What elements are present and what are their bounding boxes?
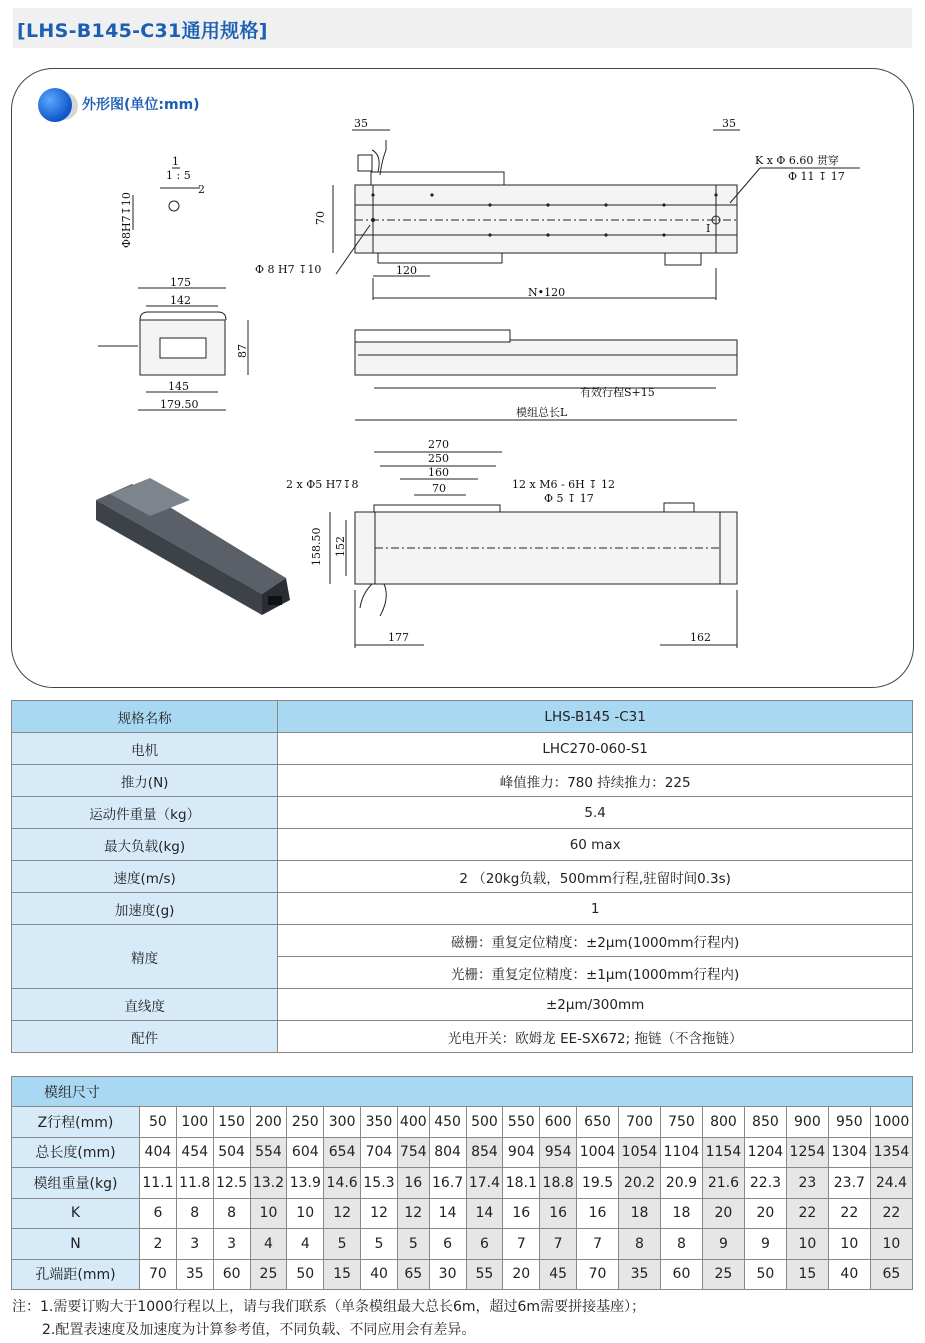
dimension-cell: 9 (702, 1229, 744, 1260)
dimension-cell: 10 (870, 1229, 912, 1260)
spec-row-precision (12, 925, 913, 957)
spec-key: 电机 (12, 733, 278, 765)
dimension-cell: 18 (619, 1198, 661, 1229)
dimension-cell: 454 (176, 1137, 213, 1168)
plan-view-cable (360, 584, 386, 616)
dimension-cell: 600 (540, 1107, 577, 1138)
dimension-row-label: N (12, 1229, 140, 1260)
spec-header-row (12, 701, 913, 733)
dimension-cell: 3 (213, 1229, 250, 1260)
spec-value-precision-optical: 光栅：重复定位精度：±1μm(1000mm行程内) (278, 957, 913, 989)
dimension-cell: 15 (324, 1259, 361, 1290)
dimension-cell: 70 (140, 1259, 177, 1290)
dimension-cell: 3 (176, 1229, 213, 1260)
spec-row (12, 829, 913, 861)
spec-key: 配件 (12, 1021, 278, 1053)
dimension-cell: 23.7 (828, 1168, 870, 1199)
dimension-cell: 2 (140, 1229, 177, 1260)
side-view-body (355, 340, 737, 375)
dimension-cell: 8 (660, 1229, 702, 1260)
dimension-cell: 1004 (577, 1137, 619, 1168)
dimension-row (12, 1107, 913, 1138)
dimension-cell: 7 (503, 1229, 540, 1260)
spec-value: ±2μm/300mm (278, 989, 913, 1021)
spec-row (12, 861, 913, 893)
dimension-cell: 22 (786, 1198, 828, 1229)
dimension-cell: 1304 (828, 1137, 870, 1168)
dim-158-50: 158.50 (310, 527, 323, 566)
dimension-cell: 21.6 (702, 1168, 744, 1199)
dimension-cell: 60 (660, 1259, 702, 1290)
dimension-cell: 954 (540, 1137, 577, 1168)
dimension-cell: 16 (540, 1198, 577, 1229)
drawing-heading-text: 外形图(单位:mm) (82, 97, 200, 113)
dimension-row-label: 孔端距(mm) (12, 1259, 140, 1290)
dimension-cell: 11.1 (140, 1168, 177, 1199)
dimension-cell: 16 (503, 1198, 540, 1229)
dimension-cell: 8 (619, 1229, 661, 1260)
dimension-cell: 100 (176, 1107, 213, 1138)
dim-k-counterbore: Φ 11 ↧ 17 (788, 170, 845, 183)
top-view-carriage (371, 172, 504, 185)
top-view-body (355, 185, 737, 253)
dimension-cell: 250 (287, 1107, 324, 1138)
page-title: [LHS-B145-C31通用规格] (17, 20, 268, 42)
dimension-cell: 18 (660, 1198, 702, 1229)
dimension-cell: 10 (828, 1229, 870, 1260)
dim-8h7-side: Φ8H7↧10 (120, 192, 133, 248)
dimension-cell: 750 (660, 1107, 702, 1138)
dim-250: 250 (428, 452, 449, 465)
dimension-cell: 22.3 (744, 1168, 786, 1199)
dimension-cell: 1154 (702, 1137, 744, 1168)
dim-87: 87 (236, 344, 249, 358)
dimension-cell: 904 (503, 1137, 540, 1168)
spec-value: 2 （20kg负载，500mm行程,驻留时间0.3s) (278, 861, 913, 893)
side-view-carriage (355, 330, 510, 342)
spec-key: 最大负载(kg) (12, 829, 278, 861)
note-1: 注：1.需要订购大于1000行程以上，请与我们联系（单条模组最大总长6m，超过6m需要拼接基座）； (12, 1299, 646, 1315)
dimension-cell: 15 (786, 1259, 828, 1290)
dimension-cell: 11.8 (176, 1168, 213, 1199)
scale-bottom: 1 : 5 (166, 169, 191, 182)
dimension-cell: 150 (213, 1107, 250, 1138)
dimension-cell: 450 (429, 1107, 466, 1138)
dimension-cell: 550 (503, 1107, 540, 1138)
dimension-cell: 70 (577, 1259, 619, 1290)
dimension-cell: 50 (287, 1259, 324, 1290)
dimension-cell: 900 (786, 1107, 828, 1138)
spec-value: 光电开关：欧姆龙 EE-SX672; 拖链（不含拖链） (278, 1021, 913, 1053)
spec-key: 推力(N) (12, 765, 278, 797)
note-2: 2.配置表速度及加速度为计算参考值，不同负载、不同应用会有差异。 (42, 1322, 476, 1338)
spec-value: 60 max (278, 829, 913, 861)
pin-detail (169, 201, 179, 211)
spec-key: 直线度 (12, 989, 278, 1021)
dimension-cell: 654 (324, 1137, 361, 1168)
dim-70b: 70 (432, 482, 446, 495)
dimension-cell: 30 (429, 1259, 466, 1290)
spec-table (11, 700, 913, 1053)
dimension-cell: 704 (361, 1137, 398, 1168)
dimension-cell: 6 (466, 1229, 503, 1260)
dim-70: 70 (314, 211, 327, 225)
spec-key: 速度(m/s) (12, 861, 278, 893)
dimension-cell: 18.8 (540, 1168, 577, 1199)
dimension-cell: 6 (429, 1229, 466, 1260)
plan-view-carriage (374, 505, 500, 512)
spec-row (12, 765, 913, 797)
dimension-cell: 8 (176, 1198, 213, 1229)
dimension-caption-row (12, 1077, 913, 1107)
dimension-cell: 850 (744, 1107, 786, 1138)
dimension-cell: 20.2 (619, 1168, 661, 1199)
dimension-cell: 5 (324, 1229, 361, 1260)
scale-top: 1 (172, 155, 179, 168)
dimension-cell: 40 (828, 1259, 870, 1290)
top-view-foot (378, 253, 502, 263)
dimension-row (12, 1168, 913, 1199)
dimension-cell: 20 (702, 1198, 744, 1229)
dimension-cell: 18.1 (503, 1168, 540, 1199)
dimension-cell: 22 (870, 1198, 912, 1229)
spec-value: LHC270-060-S1 (278, 733, 913, 765)
plan-view-sensor (664, 503, 694, 512)
dimension-cell: 13.9 (287, 1168, 324, 1199)
dim-162: 162 (690, 631, 711, 644)
dimension-cell: 650 (577, 1107, 619, 1138)
dimension-cell: 40 (361, 1259, 398, 1290)
spec-value: 5.4 (278, 797, 913, 829)
spec-row (12, 797, 913, 829)
dimension-cell: 19.5 (577, 1168, 619, 1199)
dim-8h7: Φ 8 H7 ↧10 (255, 263, 322, 276)
dimension-cell: 16 (577, 1198, 619, 1229)
dimension-cell: 8 (213, 1198, 250, 1229)
spec-row (12, 989, 913, 1021)
dim-175: 175 (170, 276, 191, 289)
dim-270: 270 (428, 438, 449, 451)
dimension-cell: 55 (466, 1259, 503, 1290)
dim-142: 142 (170, 294, 191, 307)
dim-152: 152 (334, 536, 347, 557)
dimension-cell: 25 (250, 1259, 287, 1290)
dim-35-right: 35 (722, 117, 736, 130)
dimension-cell: 50 (744, 1259, 786, 1290)
dim-m6: 12 x M6 - 6H ↧ 12 (512, 478, 615, 491)
dim-5h7: 2 x Φ5 H7↧8 (286, 478, 359, 491)
dimension-cell: 4 (287, 1229, 324, 1260)
dimension-cell: 35 (619, 1259, 661, 1290)
dimension-cell: 1104 (660, 1137, 702, 1168)
dimension-cell: 22 (828, 1198, 870, 1229)
dim-total-length: 模组总长L (516, 406, 568, 419)
dimension-cell: 12.5 (213, 1168, 250, 1199)
dimension-table (11, 1076, 913, 1290)
dim-179-50: 179.50 (160, 398, 199, 411)
dimension-cell: 754 (397, 1137, 429, 1168)
dimension-cell: 45 (540, 1259, 577, 1290)
dimension-row-label: Z行程(mm) (12, 1107, 140, 1138)
dimension-cell: 24.4 (870, 1168, 912, 1199)
dimension-cell: 554 (250, 1137, 287, 1168)
spec-key: 运动件重量（kg） (12, 797, 278, 829)
dimension-cell: 10 (786, 1229, 828, 1260)
dimension-cell: 400 (397, 1107, 429, 1138)
dimension-cell: 500 (466, 1107, 503, 1138)
dimension-cell: 200 (250, 1107, 287, 1138)
dimension-cell: 1000 (870, 1107, 912, 1138)
spec-row (12, 893, 913, 925)
dimension-cell: 300 (324, 1107, 361, 1138)
spec-key: 加速度(g) (12, 893, 278, 925)
dimension-cell: 950 (828, 1107, 870, 1138)
dimension-row-label: 模组重量(kg) (12, 1168, 140, 1199)
dimension-cell: 23 (786, 1168, 828, 1199)
dimension-cell: 17.4 (466, 1168, 503, 1199)
dimension-cell: 15.3 (361, 1168, 398, 1199)
dimension-cell: 9 (744, 1229, 786, 1260)
dimension-cell: 6 (140, 1198, 177, 1229)
dimension-cell: 65 (397, 1259, 429, 1290)
dimension-cell: 404 (140, 1137, 177, 1168)
cable-connector (358, 140, 386, 175)
dimension-cell: 5 (397, 1229, 429, 1260)
dimension-cell: 12 (361, 1198, 398, 1229)
spec-value: 峰值推力：780 持续推力：225 (278, 765, 913, 797)
spec-row (12, 1021, 913, 1053)
dimension-caption: 模组尺寸 (12, 1077, 913, 1107)
dimension-cell: 14 (466, 1198, 503, 1229)
dim-m6-depth: Φ 5 ↧ 17 (544, 492, 594, 505)
notes (12, 1296, 645, 1342)
dimension-cell: 16.7 (429, 1168, 466, 1199)
dimension-cell: 5 (361, 1229, 398, 1260)
dimension-cell: 13.2 (250, 1168, 287, 1199)
spec-header-value: LHS-B145 -C31 (278, 701, 913, 733)
dimension-row (12, 1137, 913, 1168)
dimension-row-label: K (12, 1198, 140, 1229)
dimension-cell: 16 (397, 1168, 429, 1199)
dimension-cell: 60 (213, 1259, 250, 1290)
dim-160: 160 (428, 466, 449, 479)
end-view-window (160, 338, 206, 358)
spec-row (12, 733, 913, 765)
spec-value: 1 (278, 893, 913, 925)
dim-2: 2 (198, 183, 205, 196)
dimension-cell: 504 (213, 1137, 250, 1168)
dimension-cell: 25 (702, 1259, 744, 1290)
dimension-cell: 700 (619, 1107, 661, 1138)
dimension-row (12, 1259, 913, 1290)
dim-35-left: 35 (354, 117, 368, 130)
dimension-cell: 604 (287, 1137, 324, 1168)
dimension-cell: 12 (397, 1198, 429, 1229)
dimension-row-label: 总长度(mm) (12, 1137, 140, 1168)
spec-header-key: 规格名称 (12, 701, 278, 733)
dimension-cell: 35 (176, 1259, 213, 1290)
dimension-cell: 65 (870, 1259, 912, 1290)
dim-120: 120 (396, 264, 417, 277)
dimension-cell: 20 (503, 1259, 540, 1290)
dimension-cell: 20 (744, 1198, 786, 1229)
dim-177: 177 (388, 631, 409, 644)
dimension-cell: 10 (250, 1198, 287, 1229)
dim-n120: N•120 (528, 286, 566, 299)
dimension-cell: 10 (287, 1198, 324, 1229)
dimension-cell: 20.9 (660, 1168, 702, 1199)
spec-key-precision: 精度 (12, 925, 278, 989)
dimension-cell: 804 (429, 1137, 466, 1168)
dimension-row (12, 1229, 913, 1260)
dim-stroke: 有效行程S+15 (580, 386, 655, 399)
dimension-cell: 854 (466, 1137, 503, 1168)
dimension-cell: 14.6 (324, 1168, 361, 1199)
dimension-cell: 1054 (619, 1137, 661, 1168)
dimension-row (12, 1198, 913, 1229)
dimension-cell: 1254 (786, 1137, 828, 1168)
dimension-cell: 800 (702, 1107, 744, 1138)
dimension-cell: 12 (324, 1198, 361, 1229)
spec-value-precision-magnetic: 磁栅：重复定位精度：±2μm(1000mm行程内) (278, 925, 913, 957)
dimension-cell: 1354 (870, 1137, 912, 1168)
dimension-cell: 1204 (744, 1137, 786, 1168)
dim-k-holes: K x Φ 6.60 贯穿 (755, 154, 839, 167)
top-view-foot-right (665, 253, 701, 265)
module-3d-render (96, 478, 290, 615)
dimension-cell: 4 (250, 1229, 287, 1260)
dim-marker-i: I (706, 222, 711, 235)
dimension-cell: 7 (540, 1229, 577, 1260)
dimension-cell: 350 (361, 1107, 398, 1138)
dimension-cell: 50 (140, 1107, 177, 1138)
dimension-cell: 7 (577, 1229, 619, 1260)
dim-145: 145 (168, 380, 189, 393)
dimension-cell: 14 (429, 1198, 466, 1229)
